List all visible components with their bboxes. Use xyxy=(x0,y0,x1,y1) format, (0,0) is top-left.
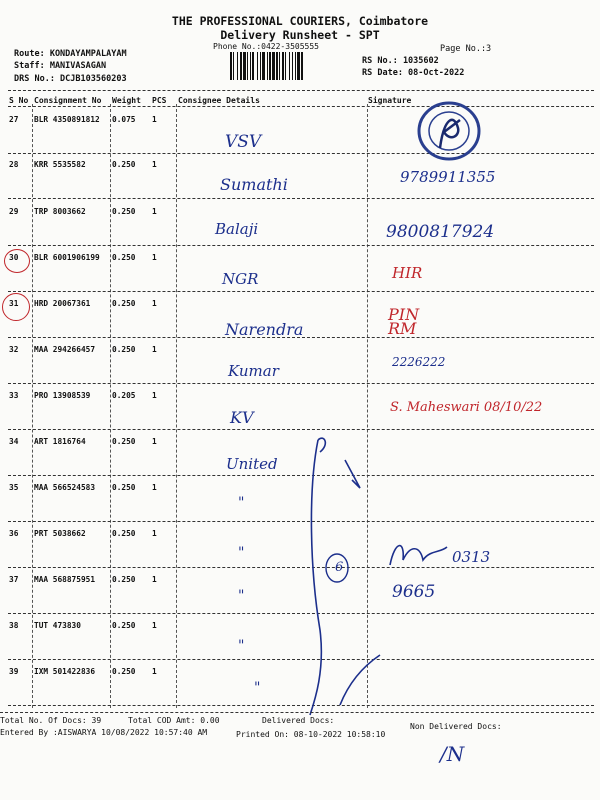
handwritten-consignee: " xyxy=(238,545,245,561)
row-serial-number: 37 xyxy=(9,575,19,584)
row-consignment-number: HRD 20067361 xyxy=(34,299,91,308)
handwritten-signature: HIR xyxy=(392,264,423,282)
footer-rule xyxy=(0,712,594,713)
page-number: Page No.:3 xyxy=(440,44,492,54)
row-serial-number: 35 xyxy=(9,483,19,492)
row-consignment-number: PRT 5038662 xyxy=(34,529,86,538)
row-weight: 0.250 xyxy=(112,299,136,308)
row-pcs: 1 xyxy=(152,437,157,446)
handwritten-consignee: VSV xyxy=(225,132,262,152)
row-serial-number: 39 xyxy=(9,667,19,676)
printed-on: Printed On: 08-10-2022 10:58:10 xyxy=(236,730,386,739)
handwritten-consignee: NGR xyxy=(222,270,259,288)
row-serial-number: 31 xyxy=(9,299,19,308)
staff-label: Staff: MANIVASAGAN xyxy=(14,61,107,71)
header-rule xyxy=(8,90,594,91)
row-serial-number: 30 xyxy=(9,253,19,262)
row-consignment-number: PRO 13908539 xyxy=(34,391,91,400)
row-consignment-number: BLR 4350891812 xyxy=(34,115,100,124)
handwritten-consignee: Narendra xyxy=(225,320,304,339)
route-label: Route: KONDAYAMPALAYAM xyxy=(14,49,127,59)
row-divider xyxy=(8,153,594,154)
column-divider xyxy=(176,104,177,708)
document-subtitle: Delivery Runsheet - SPT xyxy=(220,28,380,42)
column-divider xyxy=(110,104,111,708)
col-consignee: Consignee Details xyxy=(178,96,260,105)
row-weight: 0.250 xyxy=(112,621,136,630)
row-weight: 0.205 xyxy=(112,391,136,400)
row-pcs: 1 xyxy=(152,483,157,492)
row-serial-number: 29 xyxy=(9,207,19,216)
row-pcs: 1 xyxy=(152,345,157,354)
row-weight: 0.250 xyxy=(112,529,136,538)
phone-number: Phone No.:0422-3505555 xyxy=(213,42,319,51)
total-cod: Total COD Amt: 0.00 xyxy=(128,716,220,725)
handwritten-consignee: Sumathi xyxy=(220,175,288,194)
row-weight: 0.250 xyxy=(112,345,136,354)
rs-date: RS Date: 08-Oct-2022 xyxy=(362,68,465,78)
row-consignment-number: TRP 8003662 xyxy=(34,207,86,216)
header-rule-2 xyxy=(8,106,594,107)
row-pcs: 1 xyxy=(152,667,157,676)
handwritten-signature: 0313 xyxy=(452,548,491,566)
row-serial-number: 32 xyxy=(9,345,19,354)
handwritten-signature: 9665 xyxy=(392,582,436,602)
non-delivered-docs: Non Delivered Docs: xyxy=(410,722,502,731)
red-circle-mark xyxy=(2,293,30,321)
row-consignment-number: ART 1816764 xyxy=(34,437,86,446)
handwritten-consignee: " xyxy=(238,588,245,604)
handwritten-consignee: KV xyxy=(230,408,254,427)
row-divider xyxy=(8,245,594,246)
handwritten-consignee: " xyxy=(254,680,261,696)
row-serial-number: 28 xyxy=(9,160,19,169)
row-pcs: 1 xyxy=(152,253,157,262)
row-weight: 0.250 xyxy=(112,160,136,169)
row-pcs: 1 xyxy=(152,115,157,124)
row-weight: 0.250 xyxy=(112,575,136,584)
handwritten-consignee: Kumar xyxy=(228,362,279,380)
row-divider xyxy=(8,198,594,199)
col-pcs: PCS xyxy=(152,96,167,105)
handwritten-consignee: Balaji xyxy=(215,220,259,238)
handwritten-signature-scribble xyxy=(385,535,455,575)
red-circle-mark xyxy=(4,249,30,273)
row-consignment-number: MAA 294266457 xyxy=(34,345,96,354)
handwritten-consignee: United xyxy=(226,455,278,473)
row-serial-number: 34 xyxy=(9,437,19,446)
handwritten-bracket-count: 6 xyxy=(335,560,344,575)
row-serial-number: 27 xyxy=(9,115,19,124)
drs-number: DRS No.: DCJB103560203 xyxy=(14,74,127,84)
row-pcs: 1 xyxy=(152,391,157,400)
column-divider xyxy=(32,104,33,708)
row-serial-number: 33 xyxy=(9,391,19,400)
document-title: THE PROFESSIONAL COURIERS, Coimbatore xyxy=(171,14,429,28)
row-consignment-number: MAA 568875951 xyxy=(34,575,96,584)
handwritten-signature: 9800817924 xyxy=(386,222,495,242)
col-sno: S No xyxy=(9,96,29,105)
row-divider xyxy=(8,383,594,384)
row-pcs: 1 xyxy=(152,529,157,538)
handwritten-signature: S. Maheswari 08/10/22 xyxy=(390,400,543,415)
row-pcs: 1 xyxy=(152,621,157,630)
handwritten-signature: 2226222 xyxy=(392,355,446,369)
row-pcs: 1 xyxy=(152,160,157,169)
row-divider xyxy=(8,291,594,292)
row-weight: 0.075 xyxy=(112,115,136,124)
row-serial-number: 36 xyxy=(9,529,19,538)
col-signature: Signature xyxy=(368,96,412,105)
handwritten-footer-mark: /N xyxy=(440,742,465,766)
col-consignment: Consignment No xyxy=(34,96,102,105)
barcode-image xyxy=(230,52,350,80)
row-consignment-number: TUT 473830 xyxy=(34,621,81,630)
row-pcs: 1 xyxy=(152,575,157,584)
row-pcs: 1 xyxy=(152,299,157,308)
delivered-docs: Delivered Docs: xyxy=(262,716,335,725)
row-weight: 0.250 xyxy=(112,483,136,492)
company-seal-icon xyxy=(414,98,484,164)
row-weight: 0.250 xyxy=(112,667,136,676)
handwritten-signature: PIN RM xyxy=(388,305,420,338)
entered-by: Entered By :AISWARYA 10/08/2022 10:57:40 AM xyxy=(0,728,208,737)
row-consignment-number: IXM 501422836 xyxy=(34,667,96,676)
row-consignment-number: KRR 5535582 xyxy=(34,160,86,169)
row-weight: 0.250 xyxy=(112,207,136,216)
barcode-bar xyxy=(301,52,303,80)
rs-number: RS No.: 1035602 xyxy=(362,56,439,66)
row-weight: 0.250 xyxy=(112,437,136,446)
row-serial-number: 38 xyxy=(9,621,19,630)
handwritten-consignee: " xyxy=(238,638,245,654)
col-weight: Weight xyxy=(112,96,141,105)
total-docs: Total No. Of Docs: 39 xyxy=(0,716,102,725)
handwritten-bracket-mark xyxy=(290,430,400,720)
row-consignment-number: BLR 6001906199 xyxy=(34,253,100,262)
handwritten-signature: 9789911355 xyxy=(400,168,496,186)
row-weight: 0.250 xyxy=(112,253,136,262)
row-consignment-number: MAA 566524583 xyxy=(34,483,96,492)
row-pcs: 1 xyxy=(152,207,157,216)
handwritten-consignee: " xyxy=(238,495,245,511)
